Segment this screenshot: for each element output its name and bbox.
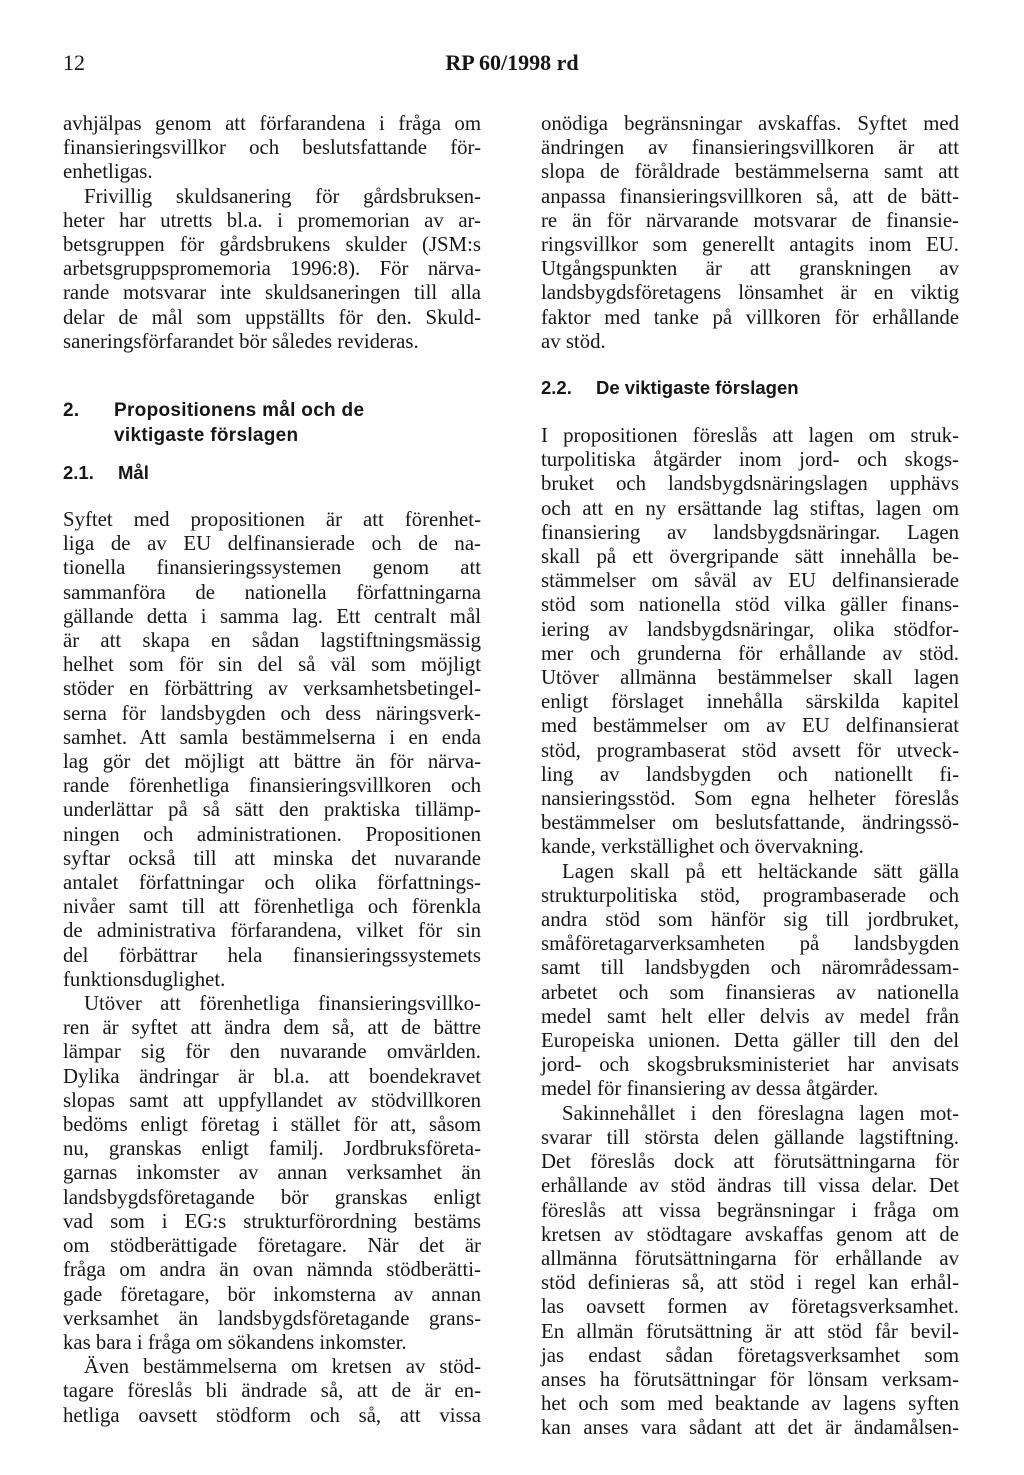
section-2-2-heading <box>541 376 959 400</box>
text-line: tagare föreslås bli ändrade så, att de är en- <box>63 1379 481 1403</box>
text-line: nu, granskas enligt familj. Jordbruksföreta- <box>63 1137 481 1161</box>
text-line: bedöms enligt företag i stället för att, såsom <box>63 1113 481 1137</box>
text-line: vad som i EG:s strukturförordning bestäms <box>63 1209 481 1233</box>
text-line: arbetet och som finansieras av nationella <box>541 980 959 1004</box>
section-number: 2.2. <box>541 377 572 398</box>
text-line: lag gör det möjligt att bättre än för närva- <box>63 750 481 774</box>
text-line: serna för landsbygden och dess näringsverk- <box>63 701 481 725</box>
text-line: lämpar sig för den nuvarande omvärlden. <box>63 1040 481 1064</box>
text-line: andra stöd som hänför sig till jordbruket, <box>541 908 959 932</box>
text-line: stöd definieras så, att stöd i regel kan erhål- <box>541 1271 959 1295</box>
paragraph <box>541 424 959 860</box>
paragraph <box>63 508 481 992</box>
text-line: stöd som nationella stöd vilka gäller finans- <box>541 593 959 617</box>
text-line: rande förenhetliga finansieringsvillkoren och <box>63 774 481 798</box>
text-line: Sakinnehållet i den föreslagna lagen mot- <box>562 1101 959 1125</box>
text-line: betsgruppen för gårdsbrukens skulder (JSM:s <box>63 233 481 257</box>
text-line: Dylika ändringar är bl.a. att boendekravet <box>63 1064 481 1088</box>
text-line: Europeiska unionen. Detta gäller till den del <box>541 1029 959 1053</box>
text-line: slopas samt att uppfyllandet av stödvillkoren <box>63 1088 481 1112</box>
text-line: Frivillig skuldsanering för gårdsbruksen- <box>84 184 481 208</box>
text-line: erhållande av stöd ändras till vissa delar. Det <box>541 1174 959 1198</box>
section-2-heading <box>63 398 481 448</box>
text-line: ren är syftet att ändra dem så, att de bättre <box>63 1016 481 1040</box>
text-line: Utgångspunkten är att granskningen av <box>541 257 959 281</box>
text-line: sammanföra de nationella författningarna <box>63 580 481 604</box>
text-line: om stödberättigade företagare. När det är <box>63 1234 481 1258</box>
text-line: allmänna förutsättningarna för erhållande av <box>541 1246 959 1270</box>
text-line: garnas inkomster av annan verksamhet än <box>63 1161 481 1185</box>
text-line: landsbygdsföretagens lönsamhet är en viktig <box>541 281 959 305</box>
text-line: småföretagarverksamheten på landsbygden <box>541 932 959 956</box>
text-line: gade företagare, bör inkomsterna av annan <box>63 1282 481 1306</box>
text-line: ändringen av finansieringsvillkoren är att <box>541 136 959 160</box>
text-line: kande, verkställighet och övervakning. <box>541 835 864 859</box>
section-number: 2. <box>63 400 80 421</box>
text-line: avhjälpas genom att förfarandena i fråga om <box>63 112 481 135</box>
text-line: samhet. Att samla bestämmelserna i en enda <box>63 725 481 749</box>
text-line: liga de av EU delfinansierade och de na- <box>63 532 481 556</box>
text-line: bestämmelser om beslutsfattande, ändringssö- <box>541 811 959 835</box>
text-line: samt till landsbygden och närområdessam- <box>541 956 959 980</box>
paragraph <box>63 992 481 1355</box>
text-line: tionella finansieringssystemen genom att <box>63 556 481 580</box>
running-header: RP 60/1998 rd <box>445 50 579 75</box>
text-line: nivåer samt till att förenhetliga och förenkla <box>63 895 481 919</box>
right-intro <box>541 112 959 354</box>
section-number: 2.1. <box>63 462 94 483</box>
text-line: arbetsgruppspromemoria 1996:8). För närva- <box>63 257 481 281</box>
text-line: iering av landsbygdsnäringar, olika stödfor- <box>541 617 959 641</box>
text-line: saneringsförfarandet bör således revideras. <box>63 329 419 353</box>
section-2-1-heading <box>63 461 481 485</box>
text-line: medel samt helt eller delvis av medel från <box>541 1004 959 1028</box>
text-line: hetliga oavsett stödform och så, att vissa <box>63 1403 481 1427</box>
paragraph <box>63 1355 481 1428</box>
text-line: helhet som för sin del så väl som möjligt <box>63 653 481 677</box>
text-line: de administrativa förfarandena, vilket för sin <box>63 919 481 943</box>
text-line: turpolitiska åtgärder inom jord- och skogs- <box>541 448 959 472</box>
text-line: med bestämmelser om av EU delfinansierat <box>541 714 959 738</box>
text-line: underlättar på så sätt den praktiska tillämp- <box>63 798 481 822</box>
left-intro <box>63 112 481 354</box>
text-line: finansieringsvillkor och beslutsfattande för- <box>63 136 481 160</box>
text-line: verksamhet än landsbygdsföretagande grans- <box>63 1306 481 1330</box>
text-line: Syftet med propositionen är att förenhet- <box>63 508 481 531</box>
paragraph <box>541 112 959 354</box>
paragraph <box>541 860 959 1102</box>
text-line: re än för närvarande motsvarar de finansie- <box>541 208 959 232</box>
paragraph <box>63 112 481 185</box>
text-line: och att en ny ersättande lag stiftas, lagen om <box>541 496 959 520</box>
text-line: kretsen av stödtagare avskaffas genom att de <box>541 1222 959 1246</box>
section-title-line2: viktigaste förslagen <box>114 425 299 446</box>
text-line: är att skapa en sådan lagstiftningsmässig <box>63 629 481 653</box>
text-line: Utöver allmänna bestämmelser skall lagen <box>541 666 959 690</box>
text-line: del förbättrar hela finansieringssystemets <box>63 943 481 967</box>
text-line: svarar till största delen gällande lagstiftning. <box>541 1125 959 1149</box>
paragraph <box>541 1102 959 1441</box>
right-body <box>541 424 959 1441</box>
text-line: stöder en förbättring av verksamhetsbetingel- <box>63 677 481 701</box>
text-line: heter har utretts bl.a. i promemorian av ar- <box>63 208 481 232</box>
text-line: funktionsduglighet. <box>63 967 226 991</box>
section-title-line1: Propositionens mål och de <box>114 400 365 421</box>
text-line: skall på ett övergripande sätt innehålla be- <box>541 545 959 569</box>
text-line: antalet författningar och olika författnings- <box>63 871 481 895</box>
text-line: jas endast sådan företagsverksamhet som <box>541 1343 959 1367</box>
text-line: medel för finansiering av dessa åtgärder. <box>541 1077 879 1101</box>
text-line: landsbygdsföretagande bör granskas enligt <box>63 1185 481 1209</box>
text-line: het och som med beaktande av lagens syften <box>541 1392 959 1416</box>
text-line: slopa de föråldrade bestämmelserna samt att <box>541 160 959 184</box>
text-line: kas bara i fråga om sökandens inkomster. <box>63 1330 407 1354</box>
text-line: stämmelser om såväl av EU delfinansierade <box>541 569 959 593</box>
text-line: Det föreslås dock att förutsättningarna för <box>541 1150 959 1174</box>
text-line: las oavsett formen av företagsverksamhet. <box>541 1295 959 1319</box>
text-line: strukturpolitiska stöd, programbaserade och <box>541 883 959 907</box>
text-line: mer och grunderna för erhållande av stöd. <box>541 641 959 665</box>
text-line: enligt förslaget innehålla särskilda kapitel <box>541 690 959 714</box>
text-line: fråga om andra än ovan nämnda stödberätti- <box>63 1258 481 1282</box>
text-line: jord- och skogsbruksministeriet har anvisats <box>541 1053 959 1077</box>
text-line: I propositionen föreslås att lagen om struk- <box>541 424 959 447</box>
text-line: En allmän förutsättning är att stöd får bevil- <box>541 1319 959 1343</box>
text-line: Även bestämmelserna om kretsen av stöd- <box>84 1355 481 1379</box>
page-number: 12 <box>63 50 85 75</box>
text-line: Lagen skall på ett heltäckande sätt gälla <box>562 859 959 883</box>
text-line: bruket och landsbygdsnäringslagen upphävs <box>541 472 959 496</box>
text-line: stöd, programbaserat stöd avsett för utveck- <box>541 738 959 762</box>
text-line: kan anses vara sådant att det är ändamålsen- <box>541 1416 959 1440</box>
text-line: gällande detta i samma lag. Ett centralt mål <box>63 604 481 628</box>
text-line: enhetligas. <box>63 160 153 184</box>
text-line: rande motsvarar inte skuldsaneringen till alla <box>63 281 481 305</box>
text-line: anpassa finansieringsvillkoren så, att de bätt- <box>541 184 959 208</box>
left-body <box>63 508 481 1428</box>
text-line: av stöd. <box>541 329 606 353</box>
text-line: syftar också till att minska det nuvarande <box>63 846 481 870</box>
section-title <box>114 398 434 448</box>
text-line: delar de mål som uppställts för den. Skuld- <box>63 305 481 329</box>
text-line: nansieringsstöd. Som egna helheter föreslås <box>541 787 959 811</box>
text-line: anses ha förutsättningar för lönsam verksam- <box>541 1367 959 1391</box>
text-line: Utöver att förenhetliga finansieringsvillko- <box>84 992 481 1016</box>
text-line: ningen och administrationen. Propositionen <box>63 822 481 846</box>
text-line: föreslås att vissa begränsningar i fråga om <box>541 1198 959 1222</box>
text-line: faktor med tanke på villkoren för erhållande <box>541 305 959 329</box>
text-line: ringsvillkor som generellt antagits inom EU. <box>541 233 959 257</box>
paragraph <box>63 185 481 354</box>
section-title: De viktigaste förslagen <box>596 377 799 398</box>
text-line: ling av landsbygden och nationellt fi- <box>541 762 959 786</box>
text-line: onödiga begränsningar avskaffas. Syftet med <box>541 112 959 135</box>
text-line: finansiering av landsbygdsnäringar. Lagen <box>541 520 959 544</box>
section-title: Mål <box>118 462 149 483</box>
